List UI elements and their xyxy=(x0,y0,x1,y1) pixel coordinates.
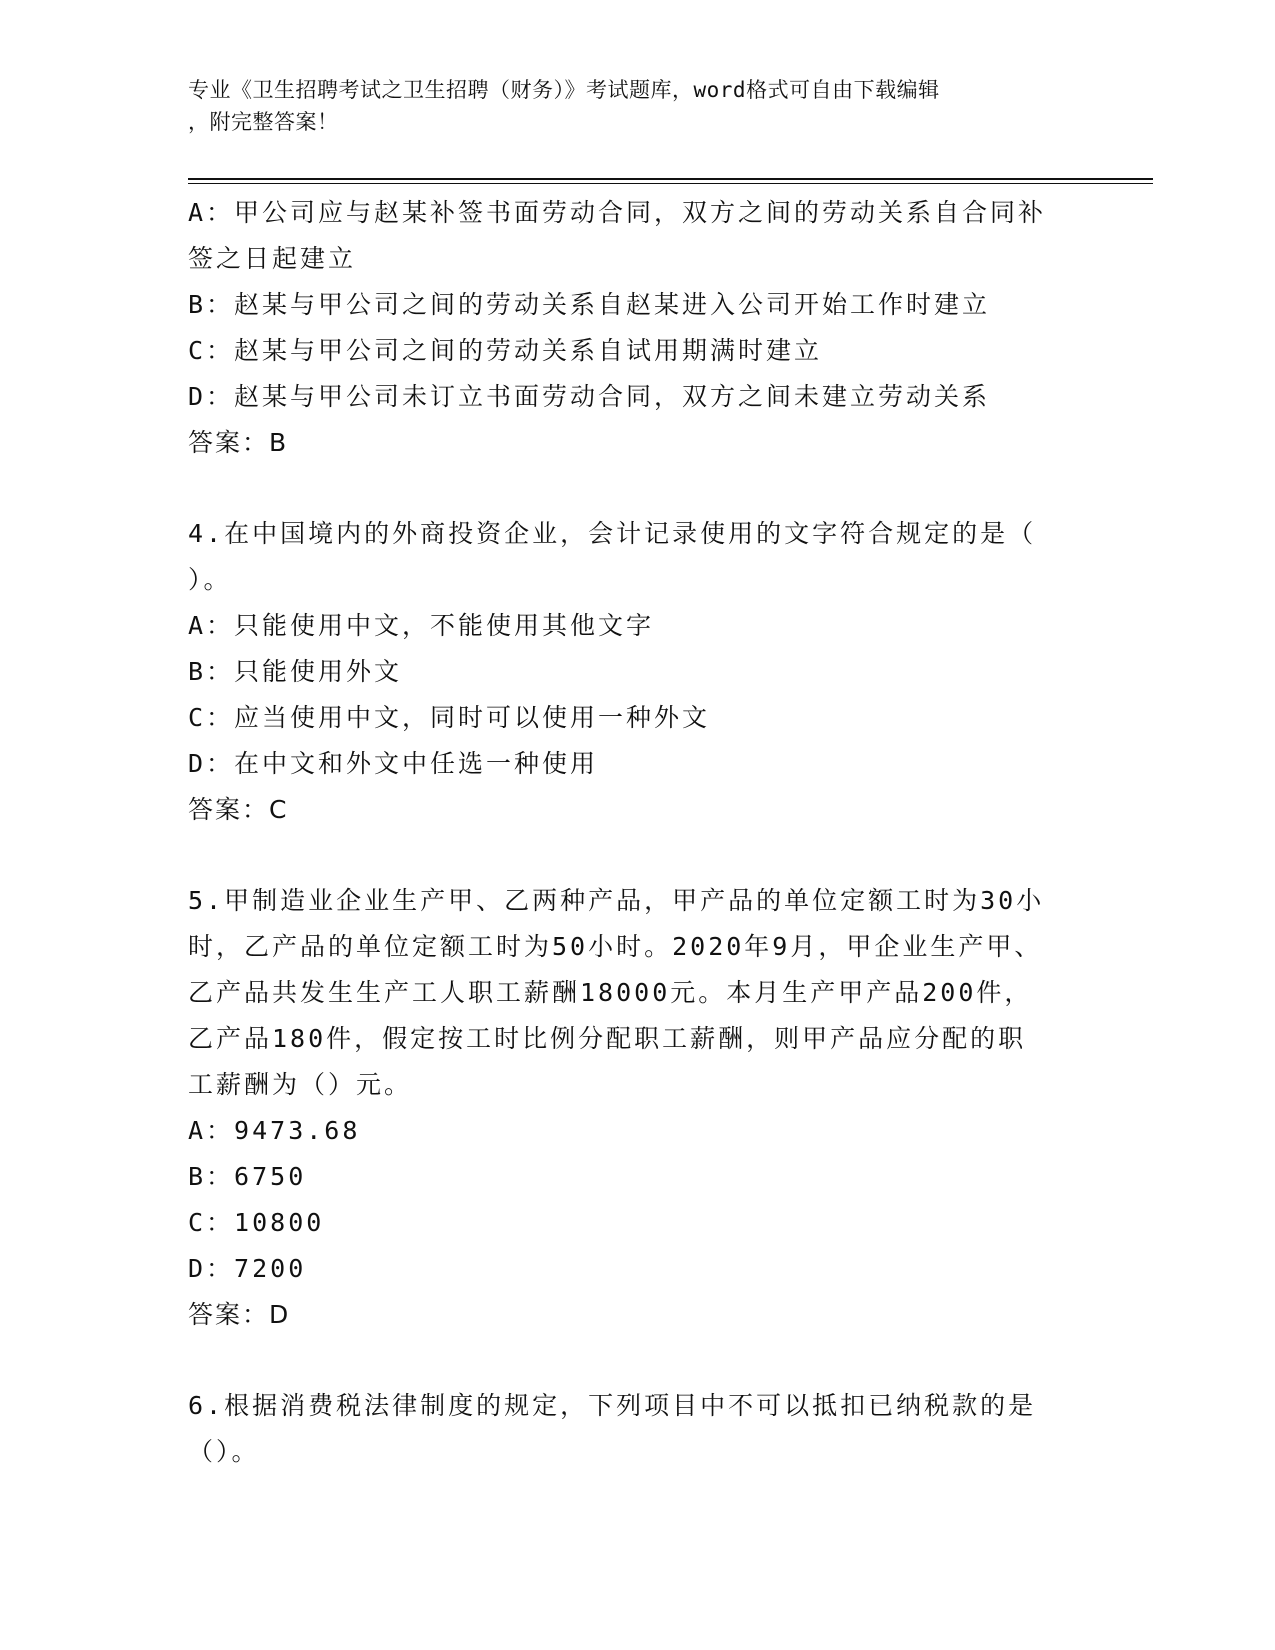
option-b: B：6750 xyxy=(188,1162,307,1191)
option-d: D：在中文和外文中任选一种使用 xyxy=(188,749,599,778)
question-6 xyxy=(188,1383,1088,1475)
header-divider xyxy=(188,178,1153,180)
question-5 xyxy=(188,878,1088,1338)
option-a-continued: 签之日起建立 xyxy=(188,244,357,273)
question-4 xyxy=(188,511,1088,833)
option-a: A：只能使用中文，不能使用其他文字 xyxy=(188,611,655,640)
option-c: C：应当使用中文，同时可以使用一种外文 xyxy=(188,703,711,732)
header-line: ，附完整答案！ xyxy=(188,110,339,134)
question-stem: 时，乙产品的单位定额工时为50小时。2020年9月，甲企业生产甲、 xyxy=(188,932,1043,961)
option-c: C：赵某与甲公司之间的劳动关系自试用期满时建立 xyxy=(188,336,823,365)
question-stem: ）。 xyxy=(188,565,232,594)
question-stem: 乙产品180件，假定按工时比例分配职工薪酬，则甲产品应分配的职 xyxy=(188,1024,1027,1053)
question-stem: （）。 xyxy=(188,1437,260,1466)
option-b: B：赵某与甲公司之间的劳动关系自赵某进入公司开始工作时建立 xyxy=(188,290,991,319)
option-a: A：甲公司应与赵某补签书面劳动合同，双方之间的劳动关系自合同补 xyxy=(188,198,1047,227)
document-header xyxy=(188,74,1088,138)
question-stem: 6.根据消费税法律制度的规定，下列项目中不可以抵扣已纳税款的是 xyxy=(188,1391,1037,1420)
option-d: D：赵某与甲公司未订立书面劳动合同，双方之间未建立劳动关系 xyxy=(188,382,991,411)
answer-label: 答案：C xyxy=(188,795,289,824)
option-d: D：7200 xyxy=(188,1254,307,1283)
question-stem: 乙产品共发生生产工人职工薪酬18000元。本月生产甲产品200件， xyxy=(188,978,1033,1007)
spacer xyxy=(188,1338,1088,1383)
spacer xyxy=(188,833,1088,878)
header-divider xyxy=(188,183,1153,184)
answer-label: 答案：B xyxy=(188,428,289,457)
header-line: 专业《卫生招聘考试之卫生招聘（财务）》考试题库，word格式可自由下载编辑 xyxy=(188,78,940,102)
question-stem: 4.在中国境内的外商投资企业，会计记录使用的文字符合规定的是（ xyxy=(188,519,1037,548)
answer-label: 答案：D xyxy=(188,1300,291,1329)
question-3 xyxy=(188,190,1088,466)
question-stem: 5.甲制造业企业生产甲、乙两种产品，甲产品的单位定额工时为30小 xyxy=(188,886,1045,915)
option-a: A：9473.68 xyxy=(188,1116,361,1145)
question-stem: 工薪酬为（）元。 xyxy=(188,1070,413,1099)
option-b: B：只能使用外文 xyxy=(188,657,403,686)
question-list xyxy=(188,190,1088,1475)
option-c: C：10800 xyxy=(188,1208,325,1237)
spacer xyxy=(188,466,1088,511)
